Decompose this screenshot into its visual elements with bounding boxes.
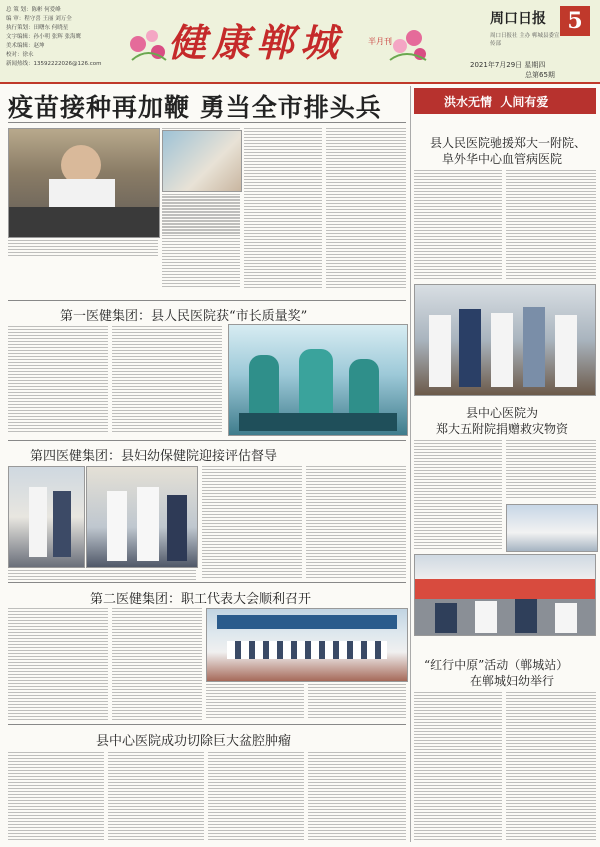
sidebar-story-title: 阜外华中心血管病医院 [442,152,563,166]
flower-decoration [388,26,428,62]
credit-line: 新闻热线：13592222026@126.com [6,61,102,67]
page-number: 5 [567,8,583,34]
donation-banner-photo [414,554,596,636]
surgery-photo [228,324,408,436]
photo-caption [8,570,196,580]
sidebar-banner [414,88,596,114]
main-headline: 疫苗接种再加鞭 勇当全市排头兵 [8,93,382,122]
credit-line: 编 审：程守喜 王丽 刘万全 [6,16,72,22]
masthead-title: 健康郸城 [168,20,345,65]
flower-decoration [128,26,168,62]
sidebar-column-rule [410,86,411,842]
body-text-column [206,684,304,720]
masthead-subtitle: 半月刊 [368,37,392,46]
body-text-column [414,692,502,842]
inspection-photo [86,466,198,568]
section-divider [8,300,406,301]
body-text-column [108,752,204,842]
section-title: 第二医健集团：职工代表大会顺利召开 [90,592,312,607]
sidebar-story-title: 县人民医院驰援郑大一附院、 [430,136,587,150]
sidebar-story-title: 县中心医院为 [466,406,539,420]
body-text-column [8,752,104,842]
body-text-column [112,608,202,720]
section-divider [8,582,406,583]
credit-line: 校对：徐永 [6,52,34,58]
sidebar-story-title: 郑大五附院捐赠救灾物资 [436,422,569,436]
lead-photo [8,128,160,238]
congress-photo [206,608,408,682]
section-divider [8,724,406,725]
section-title: 县中心医院成功切除巨大盆腔肿瘤 [96,734,292,749]
body-text-column [244,128,322,288]
sidebar-story-title: 在郸城妇幼举行 [470,674,555,688]
body-text-column [306,466,406,578]
headline-divider [8,122,406,123]
inspection-photo [8,466,85,568]
date-line: 2021年7月29日 星期四 [470,61,546,69]
editor-credits [6,6,126,69]
body-text-column [506,170,596,280]
masthead [0,0,600,84]
body-text-column [208,752,304,842]
body-text-column [112,326,222,434]
issue-number: 总第65期 [525,71,555,79]
section-divider [8,440,406,441]
sidebar-story-title: “红行中原”活动（郸城站） [424,658,569,672]
vaccination-photo [162,130,242,192]
paper-subline: 周口日报社 主办 郸城县委宣传部 [490,33,560,47]
body-text-column [162,196,240,288]
body-text-column [308,684,406,720]
credit-line: 执行策划：田曙东 何晓星 [6,25,69,31]
body-text-column [308,752,406,842]
body-text-column [506,440,596,500]
paper-name: 周口日报 [490,11,546,27]
rescue-team-photo [414,284,596,396]
body-text-column [414,170,502,280]
body-text-column [8,326,108,434]
body-text-column [414,440,502,550]
body-text-column [202,466,302,578]
section-title: 第四医健集团：县妇幼保健院迎接评估督导 [30,449,278,464]
credit-line: 美术编辑：赵坤 [6,43,45,49]
page-number-box [560,6,590,36]
donation-photo [506,504,598,552]
body-text-column [8,608,108,720]
body-text-column [326,128,406,288]
sidebar-banner-title: 洪水无情 人间有爱 [444,95,549,109]
lead-photo-caption [8,240,158,256]
credit-line: 总 策 划：陈彬 何爱峰 [6,7,61,13]
credit-line: 文字编辑：孙小明 张辉 张海鹰 [6,34,81,40]
section-title: 第一医健集团：县人民医院获“市长质量奖” [60,309,308,324]
body-text-column [506,692,596,842]
